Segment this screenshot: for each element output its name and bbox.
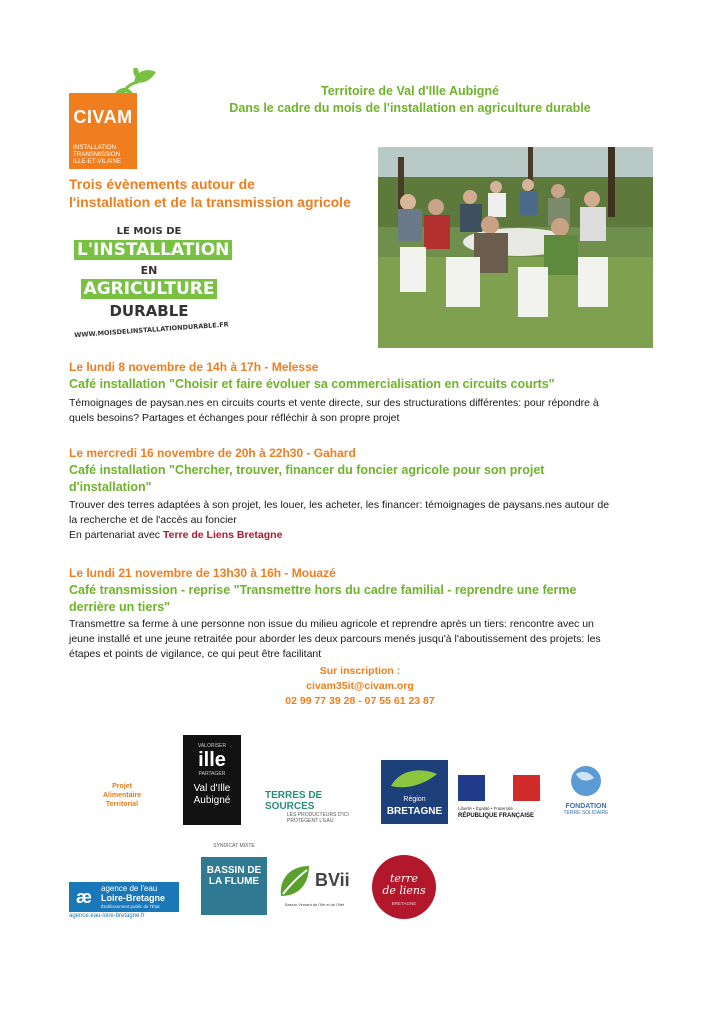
contact-email[interactable]: civam35it@civam.org — [306, 680, 414, 692]
header-context: Dans le cadre du mois de l'installation en agriculture durable — [229, 101, 591, 115]
globe-icon — [568, 764, 604, 798]
partner-terre-de-liens: Terre de Liens Bretagne — [162, 529, 283, 541]
logo-terres-de-sources: TERRES DE SOURCES LES PRODUCTEURS D'ICI PROTÈGENT L'EAU — [265, 790, 349, 824]
intro-title: Trois évènements autour de l'installation et de la transmission agricole — [69, 176, 351, 210]
logo-fondation-terre-solidaire: FONDATION TERRE SOLIDAIRE — [556, 764, 616, 820]
civam-logo-name: CIVAM — [73, 107, 133, 127]
french-flag-icon — [458, 775, 540, 801]
event-1-title: Café installation "Choisir et faire évoluer sa commercialisation en circuits courts" — [69, 377, 555, 391]
bvii-leaves-icon — [277, 862, 313, 900]
event-1-date: Le lundi 8 novembre de 14h à 17h - Melesse — [69, 360, 319, 374]
event-1-description: Témoignages de paysan.nes en circuits courts et vente directe, sur des structurations différentes: pour répondre à quels besoins? Partages et échanges pour réfléchir à son propre projet — [69, 397, 599, 424]
logo-republique-francaise: Liberté • Égalité • Fraternité RÉPUBLIQUE FRANÇAISE — [458, 775, 543, 825]
farmers-meeting-photo — [378, 147, 653, 348]
mois-installation-logo: LE MOIS DE L'INSTALLATION EN AGRICULTURE DURABLE WWW.MOISDELINSTALLATIONDURABLE.FR — [74, 222, 224, 342]
civam-logo — [69, 93, 137, 169]
logo-region-bretagne: Région BRETAGNE — [381, 760, 448, 824]
event-3-description: Transmettre sa ferme à une personne non issue du milieu agricole et reprendre après un tiers: rencontre avec un jeune installé et une jeune retraitée pour aborder les deux parcours menés jusqu'à l'aboutissement des projets: les étapes et points de vigilance, ce qui peut être facilitant — [69, 618, 601, 660]
logo-val-dille-aubigne: VALORISER ille PARTAGER Val d'Ille Aubigné — [183, 735, 241, 825]
event-2-date: Le mercredi 16 novembre de 20h à 22h30 - Gahard — [69, 446, 356, 460]
civam-logo-subtitle: INSTALLATION TRANSMISSION ILLE-ET-VILAINE — [73, 144, 122, 165]
agence-eau-ae-icon: æ — [75, 887, 92, 907]
logo-agence-eau-loire-bretagne: æ agence de l'eau Loire-Bretagne Établissement public de l'État agence.eau-loire-bretagne.fr — [69, 882, 179, 922]
registration-contact: Sur inscription : civam35it@civam.org 02 99 77 39 28 - 07 55 61 23 87 — [200, 664, 520, 709]
contact-phones: 02 99 77 39 28 - 07 55 61 23 87 — [285, 695, 435, 707]
logo-terre-de-liens: terre de liens BRETAGNE — [372, 855, 436, 919]
event-3-date: Le lundi 21 novembre de 13h30 à 16h - Mouazé — [69, 566, 336, 580]
event-3-title: Café transmission - reprise "Transmettre hors du cadre familial - reprendre une ferme derrière un tiers" — [69, 583, 577, 614]
event-2-title: Café installation "Chercher, trouver, financer du foncier agricole pour son projet d'installation" — [69, 463, 545, 494]
header-territory: Territoire de Val d'Ille Aubigné — [320, 84, 499, 98]
logo-bvii: BVii Bassin Versant de l'Ille et de l'Illet — [277, 862, 357, 912]
logo-projet-alimentaire-territorial: Projet Alimentaire Territorial — [102, 783, 142, 808]
event-2-description: Trouver des terres adaptées à son projet, les louer, les acheter, les financer: témoignages de paysans.nes autour de la recherche et de l'accès au foncier En partenariat avec Terre de Liens Bretagne — [69, 499, 610, 541]
region-bretagne-leaf-icon — [387, 766, 442, 792]
logo-bassin-de-la-flume: SYNDICAT MIXTE BASSIN DE LA FLUME — [201, 843, 267, 915]
